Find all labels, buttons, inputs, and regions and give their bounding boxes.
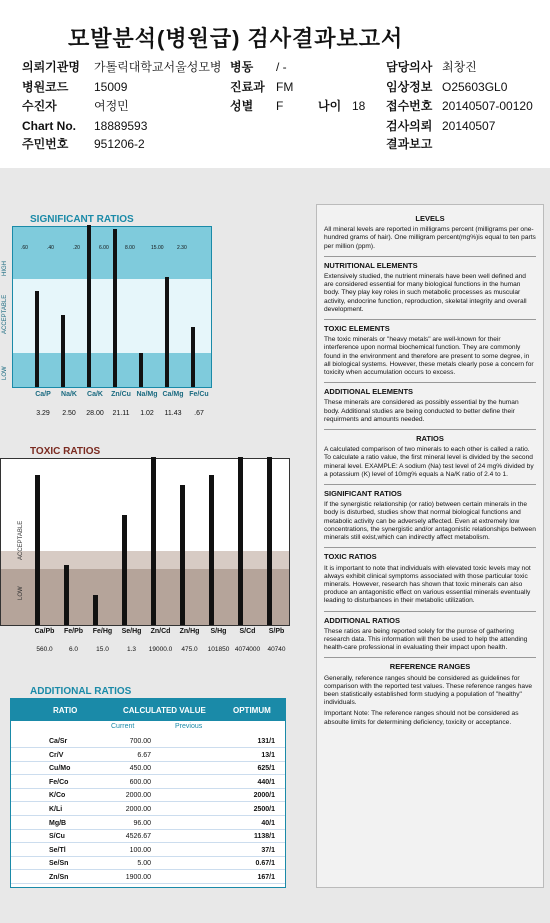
levels-text: All mineral levels are reported in milligrams percent (milligrams per one-hundred grams of hair). One milligram percent(mg%)is equal to ten parts per million (ppm). <box>324 226 536 250</box>
additional-ratio: Cr/V <box>49 751 64 759</box>
toxic-bar-s-hg <box>209 475 214 625</box>
sub-previous: Previous <box>175 723 203 730</box>
toxic-ratios-title: TOXIC RATIOS <box>30 446 101 457</box>
doctor-value: 최창진 <box>442 60 477 74</box>
additional-optimum: 40/1 <box>261 819 275 827</box>
additional-current: 450.00 <box>129 765 151 773</box>
significant-value: .67 <box>194 410 204 417</box>
dept-label: 진료과 <box>230 80 265 94</box>
sig-text: If the synergistic relationship (or ratio) between certain minerals in the body is disturbed, studies show that normal biological functions and metabolic activity can be adversely affected. Even at extremely low concentrations, the synergistic and/or antagonistic relationships between minerals still exist,which can indirectly affect metabolism. <box>324 501 536 542</box>
toxic-mid-band <box>1 551 289 569</box>
additional-current: 700.00 <box>129 738 151 745</box>
age-value: 18 <box>352 99 366 113</box>
toxic-bar-fe-hg <box>93 595 98 625</box>
additional-ratio: S/Cu <box>49 833 65 841</box>
additional-current: 600.00 <box>129 778 151 786</box>
additional-ratio: Zn/Sn <box>49 874 69 881</box>
significant-tick-label: .40 <box>47 245 54 251</box>
receipt-value: 20140507-00120 <box>442 99 533 113</box>
significant-label: Na/Mg <box>136 391 158 398</box>
additional-current: 4526.67 <box>125 833 151 841</box>
significant-bar-ca-k <box>87 225 91 387</box>
additional-header <box>11 699 285 721</box>
toxic-side-acceptable-label: ACCEPTABLE <box>18 520 24 560</box>
significant-value: 11.43 <box>164 410 182 417</box>
additional-current: 2000.00 <box>125 806 151 813</box>
toxic-label: Fe/Pb <box>63 628 84 635</box>
significant-bar-ca-p <box>35 291 39 387</box>
significant-tick-label: 15.00 <box>151 245 164 251</box>
doctor-label: 담당의사 <box>386 60 433 74</box>
toxic-value: 1.3 <box>126 646 137 653</box>
significant-tick-label: 6.00 <box>99 245 109 251</box>
sex-value: F <box>276 99 284 113</box>
additional-row <box>11 857 285 870</box>
significant-value: 3.29 <box>36 410 50 417</box>
significant-value: 2.50 <box>62 410 76 417</box>
toxic-bar-s-cd <box>238 457 243 625</box>
toxic-label: Se/Hg <box>121 628 142 635</box>
toxic-bar-zn-hg <box>180 485 185 625</box>
age-label: 나이 <box>318 99 342 113</box>
additional-current: 2000.00 <box>125 792 151 800</box>
additional-row <box>11 817 285 830</box>
hospital-code-label: 병원코드 <box>22 80 69 94</box>
significant-label: Fe/Cu <box>189 391 209 398</box>
additional-ratio: K/Li <box>49 806 63 813</box>
additional-ratio: Fe/Co <box>49 778 69 786</box>
toxic-label: Zn/Cd <box>150 628 171 635</box>
rrn-value: 951206-2 <box>94 137 145 151</box>
toxic-bar-fe-pb <box>64 565 69 625</box>
significant-bar-na-k <box>61 315 65 387</box>
add-heading: ADDITIONAL ELEMENTS <box>324 387 414 397</box>
request-label: 검사의뢰 <box>386 119 433 133</box>
rrn-label: 주민번호 <box>22 137 69 151</box>
additional-ratio: Se/Tl <box>49 846 66 854</box>
ratios-heading: RATIOS <box>416 434 444 444</box>
sig-heading: SIGNIFICANT RATIOS <box>324 489 402 499</box>
dept-value: FM <box>276 80 294 94</box>
additional-current: 5.00 <box>137 860 151 868</box>
request-value: 20140507 <box>442 119 496 133</box>
low-band <box>13 353 211 387</box>
toxic-label: S/Cd <box>239 628 256 635</box>
additional-optimum: 131/1 <box>257 738 275 745</box>
additional-ratios-title: ADDITIONAL RATIOS <box>30 686 132 697</box>
ratios-text: A calculated comparison of two minerals to each other is called a ratio. To calculate a ratio value, the first mineral level is divided by the second mineral level. EXAMPLE: A sodium (Na) test level of 24 mg% divided by a potassium (K) level of 10mg% equals a Na/K ratio of 2.4 to 1. <box>324 446 534 478</box>
significant-bar-ca-mg <box>165 277 169 387</box>
additional-optimum: 1138/1 <box>253 833 275 841</box>
nutr-heading: NUTRITIONAL ELEMENTS <box>324 260 418 270</box>
additional-ratio: Cu/Mo <box>49 765 71 773</box>
side-high-label: HIGH <box>2 261 8 276</box>
additional-optimum: 625/1 <box>257 765 275 773</box>
additional-optimum: 167/1 <box>257 874 275 881</box>
col-calc: CALCULATED VALUE <box>123 706 206 715</box>
additional-row <box>11 776 285 789</box>
col-ratio: RATIO <box>53 706 78 715</box>
addr-text: These ratios are being reported solely for the purose of gathering research data. This information will then be used to help the attending health-care professional in evaluating their impact upon health. <box>324 627 528 652</box>
additional-optimum: 2000/1 <box>253 792 275 800</box>
toxr-text: It is important to note that individuals with elevated toxic levels may not always exhibit clinical symptoms associated with those particular toxic minerals. However, research has shown that toxic minerals can also produce an antagonistic effect on various essential minerals eventually leading to disturbances in their metabolic utilization. <box>324 564 531 605</box>
toxic-label: Ca/Pb <box>34 628 55 635</box>
additional-row <box>11 749 285 762</box>
toxic-value: 475.0 <box>181 646 198 653</box>
additional-row <box>11 830 285 843</box>
additional-row <box>11 789 285 802</box>
toxr-heading: TOXIC RATIOS <box>324 552 377 562</box>
significant-label: Zn/Cu <box>111 391 131 398</box>
important-note: Important Note: The reference ranges should not be considered as absoulte limits for determining deficiency, toxicity or acceptance. <box>324 710 519 726</box>
additional-optimum: 2500/1 <box>253 806 275 813</box>
institution-value: 가톨릭대학교서울성모병 <box>94 60 222 74</box>
additional-current: 1900.00 <box>125 874 151 881</box>
additional-current: 6.67 <box>137 751 151 759</box>
significant-label: Ca/Mg <box>162 391 184 398</box>
significant-tick-label: .60 <box>21 245 28 251</box>
significant-label: Ca/P <box>35 391 51 398</box>
toxic-bar-s-pb <box>267 457 272 625</box>
report-title: 모발분석(병원급) 검사결과보고서 <box>68 26 404 51</box>
institution-label: 의뢰기관명 <box>22 60 80 74</box>
toxic-low-band <box>1 569 289 625</box>
toxic-label: S/Hg <box>210 628 227 635</box>
receipt-label: 접수번호 <box>386 99 433 113</box>
additional-optimum: 0.67/1 <box>255 860 275 868</box>
addr-heading: ADDITIONAL RATIOS <box>324 615 400 625</box>
toxic-ratios-chart <box>0 458 290 626</box>
ward-label: 병동 <box>230 60 254 74</box>
additional-ratios-table <box>10 698 286 888</box>
significant-bar-na-mg <box>139 353 143 387</box>
toxic-value: 560.0 <box>36 646 53 653</box>
ref-text: Generally, reference ranges should be considered as guidelines for comparison with the reported test values. These reference ranges have been statistically established form studying a population of "healthy" individuals. <box>324 674 533 707</box>
significant-bar-zn-cu <box>113 229 117 387</box>
additional-row <box>11 735 285 748</box>
toxic-bar-se-hg <box>122 515 127 625</box>
toxic-side-low-label: LOW <box>18 586 24 600</box>
toxic-bar-zn-cd <box>151 457 156 625</box>
toxic-value: 40740 <box>267 646 286 653</box>
additional-row <box>11 844 285 857</box>
additional-ratio: Ca/Sr <box>49 738 68 745</box>
report-label: 결과보고 <box>386 137 433 151</box>
levels-heading: LEVELS <box>415 214 445 223</box>
toxic-value: 6.0 <box>68 646 79 653</box>
add-text: These minerals are considered as possibly essential by the human body. Additional studies are being conducted to better define their requirments and amounts needed. <box>324 399 519 423</box>
toxic-label: S/Pb <box>268 628 285 635</box>
patient-value: 여정민 <box>94 99 129 113</box>
side-low-label: LOW <box>2 366 8 380</box>
significant-value: 21.11 <box>112 410 130 417</box>
additional-optimum: 37/1 <box>261 846 275 854</box>
chart-label: Chart No. <box>22 119 76 133</box>
toxic-value: 15.0 <box>96 646 109 653</box>
significant-bar-fe-cu <box>191 327 195 387</box>
sex-label: 성별 <box>230 99 254 113</box>
additional-current: 100.00 <box>129 846 151 854</box>
additional-ratio: Mg/B <box>49 819 67 827</box>
toxic-value: 4074000 <box>234 646 261 653</box>
significant-value: 1.02 <box>140 410 154 417</box>
additional-current: 96.00 <box>133 819 151 827</box>
additional-row <box>11 803 285 816</box>
patient-label: 수진자 <box>22 99 57 113</box>
additional-row <box>11 762 285 775</box>
toxic-label: Zn/Hg <box>179 628 200 635</box>
ref-heading: REFERENCE RANGES <box>389 662 471 672</box>
additional-row <box>11 871 285 884</box>
significant-tick-label: 2.30 <box>177 245 187 251</box>
info-panel <box>316 204 544 888</box>
clinical-value: O25603GL0 <box>442 80 508 94</box>
ward-value: / - <box>276 60 287 74</box>
toxic-value: 101850 <box>207 646 230 653</box>
high-band <box>13 227 211 279</box>
toxic-bar-ca-pb <box>35 475 40 625</box>
toxic-text: The toxic minerals or "heavy metals" are well-known for their interference upon normal biochemical function. They are commonly found in the environment and therefore are present to some degree, in all biological systems. However, these metals clearly pose a concern for toxicity when accumulation occurs to excess. <box>324 336 534 377</box>
toxic-value: 19000.0 <box>148 646 173 653</box>
additional-ratio: Se/Sn <box>49 860 69 868</box>
additional-ratio: K/Co <box>49 792 66 800</box>
significant-tick-label: 8.00 <box>125 245 135 251</box>
significant-label: Ca/K <box>87 391 103 398</box>
toxic-heading: TOXIC ELEMENTS <box>324 324 390 334</box>
nutr-text: Extensively studied, the nutrient minerals have been well defined and are considered essential for many biological functions in the human body. They play key roles in such metabolic processes as muscular activity, endocrine function, reproduction, skeletal integrity and overall development. <box>324 273 527 313</box>
clinical-label: 임상정보 <box>386 80 433 94</box>
significant-ratios-title: SIGNIFICANT RATIOS <box>30 214 134 225</box>
sub-current: Current <box>111 723 135 730</box>
significant-ratios-chart <box>12 226 212 388</box>
significant-value: 28.00 <box>86 410 104 417</box>
chart-value: 18889593 <box>94 119 148 133</box>
additional-optimum: 13/1 <box>261 751 275 759</box>
significant-label: Na/K <box>61 391 77 398</box>
significant-tick-label: .20 <box>73 245 80 251</box>
hospital-code-value: 15009 <box>94 80 128 94</box>
additional-optimum: 440/1 <box>257 778 275 786</box>
col-opt: OPTIMUM <box>233 706 271 715</box>
toxic-label: Fe/Hg <box>92 628 113 635</box>
side-acceptable-label: ACCEPTABLE <box>2 294 8 334</box>
